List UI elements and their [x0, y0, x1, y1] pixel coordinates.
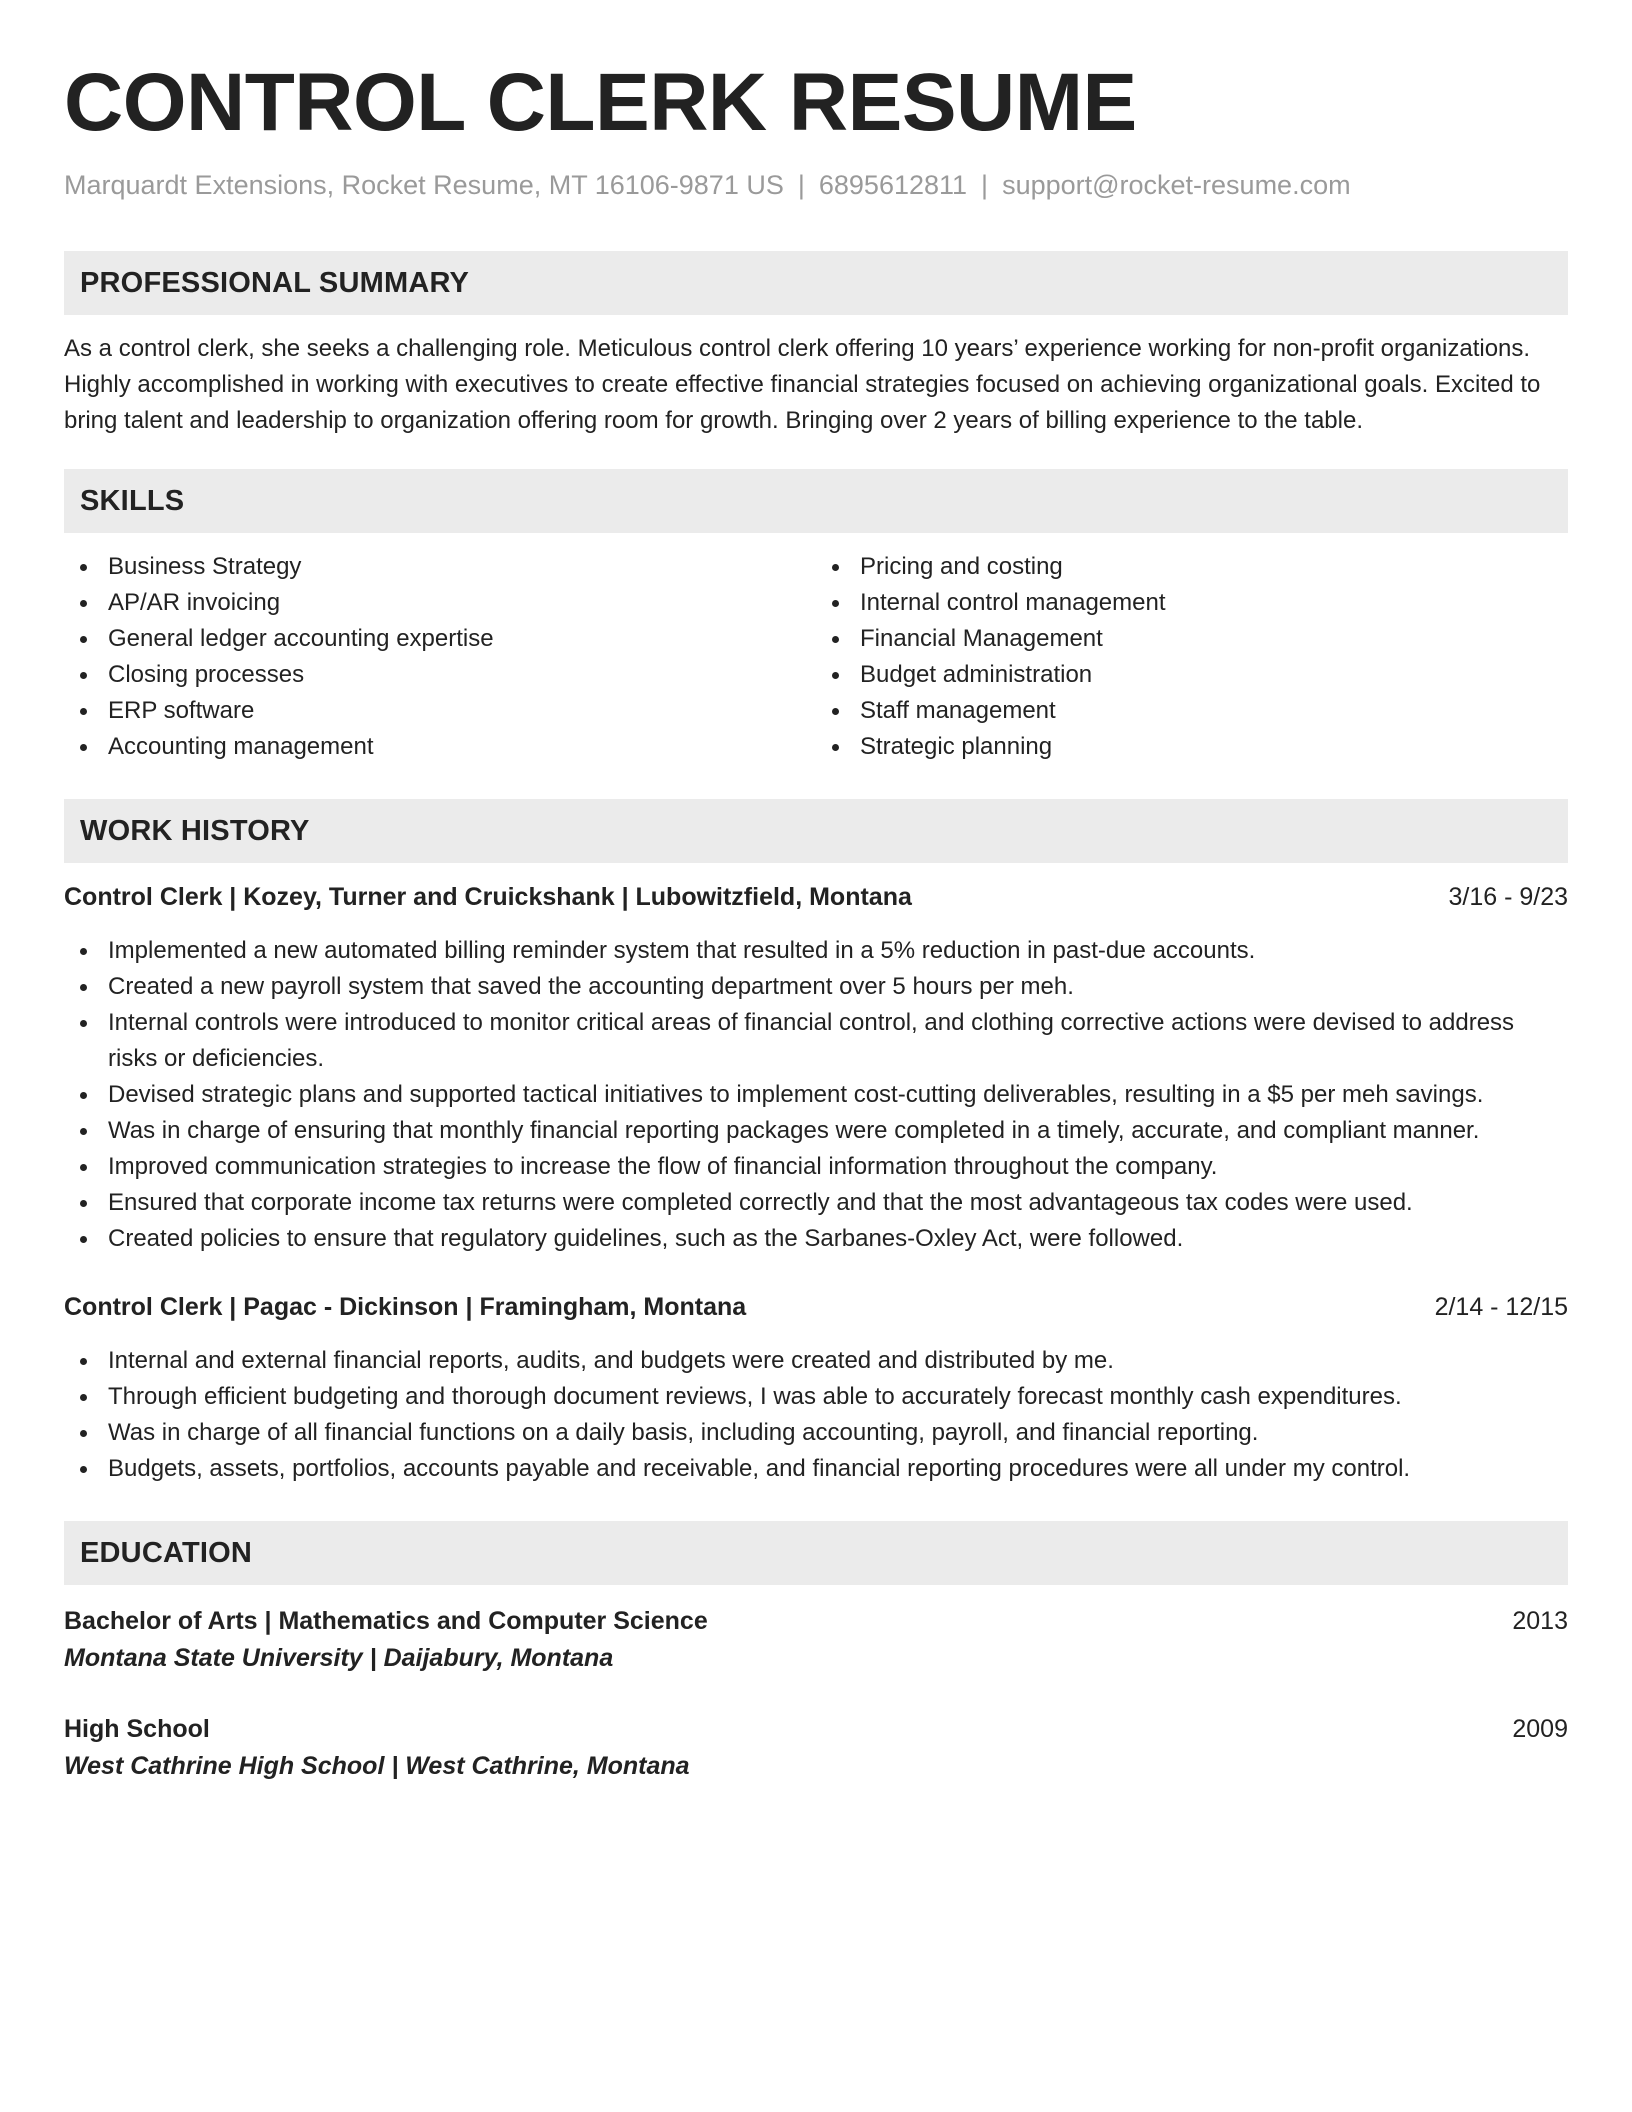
- job-bullets: [64, 1343, 1568, 1487]
- skill-item: Pricing and costing: [816, 549, 1568, 585]
- contact-email: support@rocket-resume.com: [1002, 170, 1351, 200]
- education-degree: High School: [64, 1715, 210, 1743]
- contact-separator: |: [981, 170, 989, 200]
- skill-item: Staff management: [816, 693, 1568, 729]
- education-entry: [64, 1711, 1568, 1785]
- skills-column-right: [816, 549, 1568, 765]
- education-header: [64, 1603, 1568, 1640]
- job-bullet: Internal and external financial reports, audits, and budgets were created and distributed by me.: [64, 1343, 1568, 1379]
- education-header: [64, 1711, 1568, 1748]
- skill-item: Closing processes: [64, 657, 816, 693]
- job-bullet: Budgets, assets, portfolios, accounts payable and receivable, and financial reporting procedures were all under my control.: [64, 1451, 1568, 1487]
- job-title: Control Clerk | Kozey, Turner and Cruickshank | Lubowitzfield, Montana: [64, 883, 912, 911]
- contact-address: Marquardt Extensions, Rocket Resume, MT 16106-9871 US: [64, 170, 784, 200]
- job-bullet: Improved communication strategies to increase the flow of financial information throughout the company.: [64, 1149, 1568, 1185]
- education-school: West Cathrine High School | West Cathrine, Montana: [64, 1752, 690, 1780]
- job-bullet: Ensured that corporate income tax returns were completed correctly and that the most advantageous tax codes were used.: [64, 1185, 1568, 1221]
- job-header: [64, 1289, 1568, 1325]
- job-bullet: Created a new payroll system that saved the accounting department over 5 hours per meh.: [64, 969, 1568, 1005]
- contact-line: [64, 170, 1568, 201]
- skills-heading: SKILLS: [64, 469, 1568, 533]
- resume-title: CONTROL CLERK RESUME: [64, 57, 1137, 148]
- education-entry: [64, 1603, 1568, 1677]
- job-bullet: Devised strategic plans and supported tactical initiatives to implement cost-cutting deliverables, resulting in a $5 per meh savings.: [64, 1077, 1568, 1113]
- job-entry: [64, 1289, 1568, 1487]
- job-bullet: Through efficient budgeting and thorough document reviews, I was able to accurately forecast monthly cash expenditures.: [64, 1379, 1568, 1415]
- job-bullet: Implemented a new automated billing reminder system that resulted in a 5% reduction in past-due accounts.: [64, 933, 1568, 969]
- skills-list: [64, 549, 1568, 765]
- job-bullet: Created policies to ensure that regulatory guidelines, such as the Sarbanes-Oxley Act, were followed.: [64, 1221, 1568, 1257]
- job-bullets: [64, 933, 1568, 1257]
- job-bullet: Was in charge of ensuring that monthly financial reporting packages were completed in a timely, accurate, and compliant manner.: [64, 1113, 1568, 1149]
- education-heading: EDUCATION: [64, 1521, 1568, 1585]
- summary-heading: PROFESSIONAL SUMMARY: [64, 251, 1568, 315]
- education-year: 2013: [1512, 1607, 1568, 1635]
- job-entry: [64, 879, 1568, 1257]
- skill-item: Business Strategy: [64, 549, 816, 585]
- job-bullet: Internal controls were introduced to monitor critical areas of financial control, and clothing corrective actions were devised to address risks or deficiencies.: [64, 1005, 1568, 1077]
- skill-item: Internal control management: [816, 585, 1568, 621]
- skill-item: Budget administration: [816, 657, 1568, 693]
- summary-text: As a control clerk, she seeks a challenging role. Meticulous control clerk offering 10 years’ experience working for non-profit organizations. Highly accomplished in working with executives to create effective financial strategies focused on achieving organizational goals. Excited to bring talent and leadership to organization offering room for growth. Bringing over 2 years of billing experience to the table.: [64, 335, 1541, 434]
- job-header: [64, 879, 1568, 915]
- skill-item: AP/AR invoicing: [64, 585, 816, 621]
- education-year: 2009: [1512, 1715, 1568, 1743]
- contact-phone: 6895612811: [818, 170, 968, 200]
- skills-column-left: [64, 549, 816, 765]
- education-school: Montana State University | Daijabury, Montana: [64, 1644, 614, 1672]
- skill-item: General ledger accounting expertise: [64, 621, 816, 657]
- skill-item: ERP software: [64, 693, 816, 729]
- job-dates: 2/14 - 12/15: [1434, 1293, 1568, 1321]
- job-title: Control Clerk | Pagac - Dickinson | Framingham, Montana: [64, 1293, 747, 1321]
- education-degree: Bachelor of Arts | Mathematics and Computer Science: [64, 1607, 708, 1635]
- skill-item: Accounting management: [64, 729, 816, 765]
- contact-separator: |: [797, 170, 805, 200]
- skill-item: Financial Management: [816, 621, 1568, 657]
- skill-item: Strategic planning: [816, 729, 1568, 765]
- work-history-heading: WORK HISTORY: [64, 799, 1568, 863]
- job-bullet: Was in charge of all financial functions on a daily basis, including accounting, payroll, and financial reporting.: [64, 1415, 1568, 1451]
- job-dates: 3/16 - 9/23: [1448, 883, 1568, 911]
